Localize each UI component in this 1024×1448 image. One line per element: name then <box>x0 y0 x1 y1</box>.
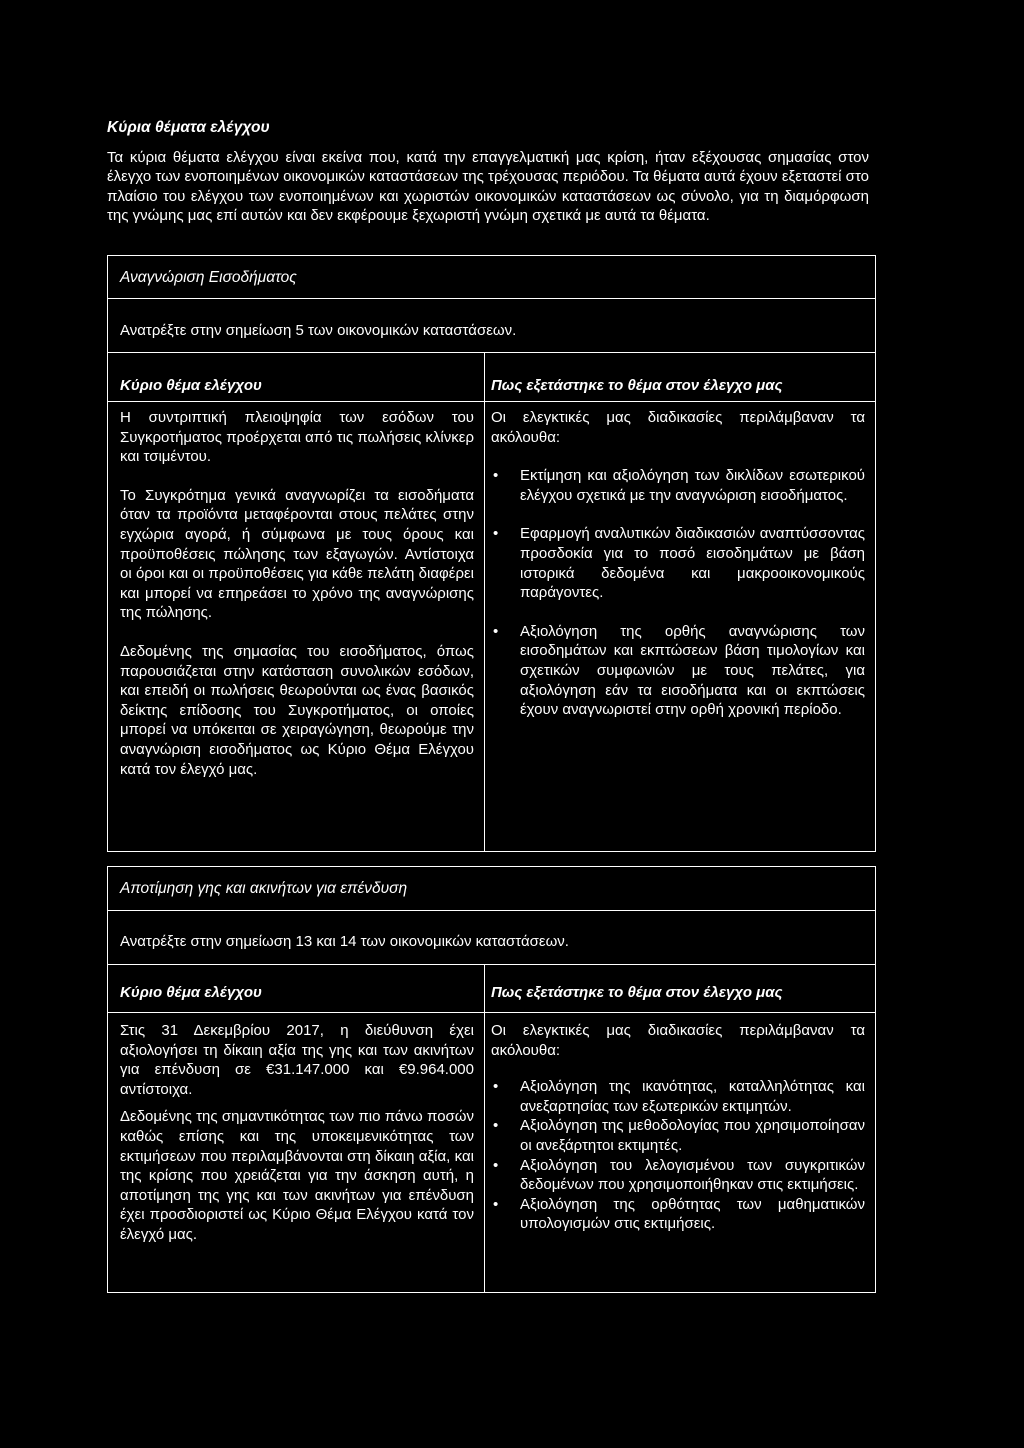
paragraph: Δεδομένης της σημασίας του εισοδήματος, όπως παρουσιάζεται στην κατάσταση συνολικών εσόδων, και επειδή οι πωλήσεις θεωρούνται ως ένας βασικός δείκτης επίδοσης του Συγκροτήματος, οι οποίες μπορεί να υπόκειται σε χειραγώγηση, θεωρούμε την αναγνώριση εισοδήματος ως Κύριο Θέμα Ελέγχου κατά τον έλεγχό μας. <box>120 642 474 778</box>
section-title-row <box>108 256 875 299</box>
note-reference: Ανατρέξτε στην σημείωση 13 και 14 των οικονομικών καταστάσεων. <box>120 933 569 950</box>
bullet-icon: • <box>493 467 499 485</box>
bullet-icon: • <box>493 1117 499 1135</box>
reference-row <box>108 299 875 353</box>
right-header-divider <box>484 401 875 402</box>
paragraph: Δεδομένης της σημαντικότητας των πιο πάνω ποσών καθώς επίσης και της υποκειμενικότητας των εκτιμήσεων που περιλαμβάνονται στη δίκαιη αξία, και της κρίσης που χρειάζεται για την άσκηση αυτή, η αποτίμηση της γης και των ακινήτων για επένδυση έχει προσδιοριστεί ως Κύριο Θέμα Ελέγχου κατά τον έλεγχό μας. <box>120 1108 474 1243</box>
note-reference: Ανατρέξτε στην σημείωση 5 των οικονομικών καταστάσεων. <box>120 322 517 339</box>
land-property-valuation-box <box>107 866 876 1293</box>
right-column-header: Πως εξετάστηκε το θέμα στον έλεγχο μας <box>491 377 783 394</box>
bullet-icon: • <box>493 1156 499 1174</box>
paragraph: Η συντριπτική πλειοψηφία των εσόδων του Συγκροτήματος προέρχεται από τις πωλήσεις κλίνκερ και τσιμέντου. <box>120 409 474 466</box>
left-header-divider <box>108 401 484 402</box>
procedures-intro: Οι ελεγκτικές μας διαδικασίες περιλάμβαναν τα ακόλουθα: <box>491 409 865 446</box>
section-title: Αποτίμηση γης και ακινήτων για επένδυση <box>120 880 408 897</box>
revenue-recognition-box <box>107 255 876 852</box>
intro-text: Τα κύρια θέματα ελέγχου είναι εκείνα που, κατά την επαγγελματική μας κρίση, ήταν εξέχουσας σημασίας στον έλεγχο των ενοποιημένων οικονομικών καταστάσεων της τρέχουσας περιόδου. Τα θέματα αυτά έχουν εξεταστεί στο πλαίσιο του ελέγχου των ενοποιημένων και χωριστών οικονομικών καταστάσεων ως σύνολο, για τη διαμόρφωση της γνώμης μας επί αυτών και δεν εκφέρουμε ξεχωριστή γνώμη σχετικά με αυτά τα θέματα. <box>107 148 869 225</box>
left-header-divider <box>108 1012 484 1013</box>
bullet-icon: • <box>493 622 499 640</box>
procedures-list <box>491 1077 865 1234</box>
key-matter-text <box>120 1021 474 1245</box>
bullet-icon: • <box>493 1195 499 1213</box>
list-item: • Αξιολόγηση του λελογισμένου των συγκριτικών δεδομένων που χρησιμοποιήθηκαν στις εκτιμήσεις. <box>493 1156 865 1194</box>
audit-procedures-text <box>491 1021 865 1234</box>
list-item: • Εκτίμηση και αξιολόγηση των δικλίδων εσωτερικού ελέγχου σχετικά με την αναγνώριση εισοδήματος. <box>493 467 865 504</box>
bullet-icon: • <box>493 525 499 543</box>
intro-section <box>107 118 869 226</box>
reference-row <box>108 911 875 965</box>
section-title-row <box>108 867 875 911</box>
list-item: • Αξιολόγηση της ορθής αναγνώρισης των εισοδημάτων και εκπτώσεων βάση τιμολογίων και σχετικών συμφωνιών με τους πελάτες, για αξιολόγηση εάν τα εισοδήματα και οι εκπτώσεις έχουν αναγνωριστεί στην ορθή χρονική περίοδο. <box>493 622 865 719</box>
bullet-icon: • <box>493 1078 499 1096</box>
column-divider <box>484 353 485 851</box>
audit-procedures-text <box>491 408 865 739</box>
procedures-intro: Οι ελεγκτικές μας διαδικασίες περιλάμβαναν τα ακόλουθα: <box>491 1022 865 1059</box>
section-title: Αναγνώριση Εισοδήματος <box>120 269 297 286</box>
left-column-header: Κύριο θέμα ελέγχου <box>120 984 262 1001</box>
paragraph: Στις 31 Δεκεμβρίου 2017, η διεύθυνση έχει αξιολογήσει τη δίκαιη αξία της γης και των ακινήτων για επένδυση σε €31.147.000 και €9.964.000 αντίστοιχα. <box>120 1022 474 1098</box>
intro-title: Κύρια θέματα ελέγχου <box>107 119 270 136</box>
procedures-list <box>491 466 865 720</box>
left-column-header: Κύριο θέμα ελέγχου <box>120 377 262 394</box>
column-divider <box>484 965 485 1292</box>
right-column-header: Πως εξετάστηκε το θέμα στον έλεγχο μας <box>491 984 783 1001</box>
list-item: • Αξιολόγηση της ορθότητας των μαθηματικών υπολογισμών στις εκτιμήσεις. <box>493 1195 865 1233</box>
list-item: • Εφαρμογή αναλυτικών διαδικασιών αναπτύσσοντας προσδοκία για το ποσό εισοδημάτων με βάση ιστορικά δεδομένα και μακροοικονομικούς παράγοντες. <box>493 525 865 602</box>
list-item: • Αξιολόγηση της ικανότητας, καταλληλότητας και ανεξαρτησίας των εξωτερικών εκτιμητών. <box>493 1078 865 1115</box>
right-header-divider <box>484 1012 875 1013</box>
key-matter-text <box>120 408 474 779</box>
paragraph: Το Συγκρότημα γενικά αναγνωρίζει τα εισοδήματα όταν τα προϊόντα μεταφέρονται στους πελάτες στην εγχώρια αγορά, ή σύμφωνα με τους όρους και προϋποθέσεις πώλησης των εξαγωγών. Αντίστοιχα οι όροι και οι προϋποθέσεις για κάθε πελάτη διαφέρει και μπορεί να επηρεάσει το χρόνο της αναγνώρισης της πώλησης. <box>120 486 474 622</box>
list-item: • Αξιολόγηση της μεθοδολογίας που χρησιμοποίησαν οι ανεξάρτητοι εκτιμητές. <box>493 1117 865 1154</box>
